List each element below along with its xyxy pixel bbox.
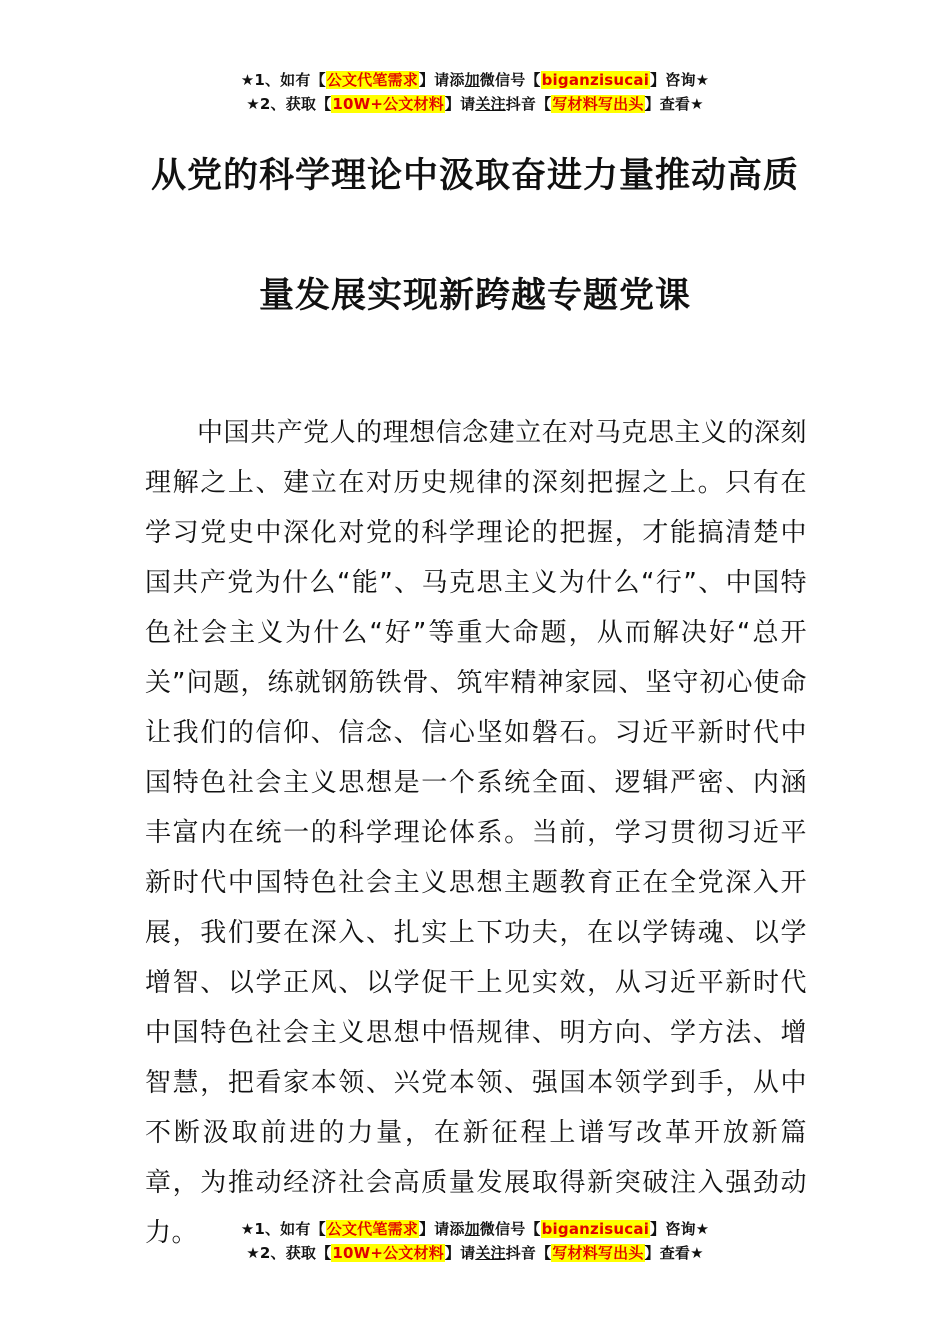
notice-line-2 [0,92,950,116]
notice-text: 抖音【 [505,1244,552,1262]
notice-text: ★1、如有【 [240,71,326,89]
highlight-service: 公文代笔需求 [326,1220,418,1238]
notice-underlined: 加 [464,1220,480,1238]
highlight-materials: 10W+公文材料 [332,1244,444,1262]
highlight-materials: 10W+公文材料 [332,95,444,113]
document-title-line-2: 量发展实现新跨越专题党课 [258,276,691,316]
notice-underlined: 关注 [475,1244,506,1262]
notice-text: 微信号【 [479,71,541,89]
notice-text: 抖音【 [505,95,552,113]
notice-line-2 [0,1241,950,1265]
highlight-douyin-id: 写材料写出头 [552,95,644,113]
footer-notice [0,1217,950,1265]
notice-text: 】查看★ [644,1244,704,1262]
document-title-line-1: 从党的科学理论中汲取奋进力量推动高质 [150,156,799,196]
notice-underlined: 关注 [475,95,506,113]
notice-text: 】请添 [418,71,465,89]
notice-text: ★1、如有【 [240,1220,326,1238]
notice-line-1 [0,1217,950,1241]
highlight-wechat-id: biganzisucai [541,71,650,89]
notice-text: ★2、获取【 [246,95,332,113]
notice-text: 】请 [444,95,476,113]
notice-text: 】请 [444,1244,476,1262]
highlight-service: 公文代笔需求 [326,71,418,89]
notice-text: 微信号【 [479,1220,541,1238]
notice-text: 】咨询★ [650,71,710,89]
notice-text: ★2、获取【 [246,1244,332,1262]
notice-text: 】请添 [418,1220,465,1238]
notice-text: 】咨询★ [650,1220,710,1238]
header-notice [0,68,950,116]
notice-line-1 [0,68,950,92]
notice-underlined: 加 [464,71,480,89]
highlight-douyin-id: 写材料写出头 [552,1244,644,1262]
body-paragraph: 中国共产党人的理想信念建立在对马克思主义的深刻理解之上、建立在对历史规律的深刻把握之上。只有在学习党史中深化对党的科学理论的把握，才能搞清楚中国共产党为什么“能”、马克思主义为什么“行”、中国特色社会主义为什么“好”等重大命题，从而解决好“总开关”问题，练就钢筋铁骨、筑牢精神家园、坚守初心使命让我们的信仰、信念、信心坚如磐石。习近平新时代中国特色社会主义思想是一个系统全面、逻辑严密、内涵丰富内在统一的科学理论体系。当前，学习贯彻习近平新时代中国特色社会主义思想主题教育正在全党深入开展，我们要在深入、扎实上下功夫，在以学铸魂、以学增智、以学正风、以学促干上见实效，从习近平新时代中国特色社会主义思想中悟规律、明方向、学方法、增智慧，把看家本领、兴党本领、强国本领学到手，从中不断汲取前进的力量，在新征程上谱写改革开放新篇章，为推动经济社会高质量发展取得新突破注入强劲动力。 [145,418,807,1248]
notice-text: 】查看★ [644,95,704,113]
highlight-wechat-id: biganzisucai [541,1220,650,1238]
